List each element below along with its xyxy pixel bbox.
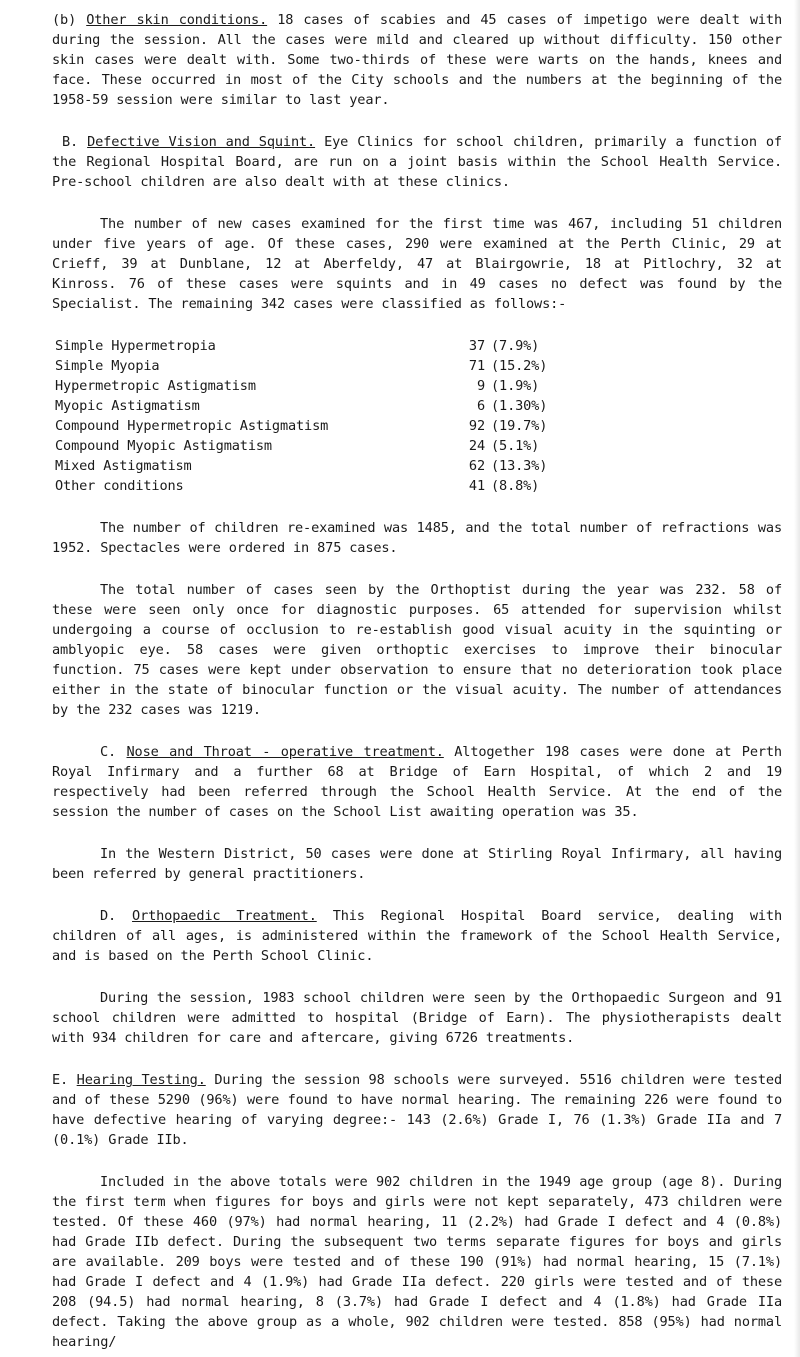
vision-label: B.	[62, 134, 79, 150]
refraction-label: Compound Myopic Astigmatism	[55, 438, 272, 454]
hearing-heading: Hearing Testing.	[76, 1072, 206, 1088]
refraction-label: Hypermetropic Astigmatism	[55, 378, 256, 394]
ortho-heading: Orthopaedic Treatment.	[132, 908, 317, 924]
refraction-percent: (5.1%)	[491, 438, 540, 454]
vision-new-cases-paragraph: The number of new cases examined for the first time was 467, including 51 children under five years of age. Of these cases, 290 were examined at the Perth Clinic, 29 at Crieff, 39 at Dunblane, 12 at Aberfeldy, 47 at Blairgowrie, 18 at Pitlochry, 32 at Kinross. 76 of these cases were squints and in 49 cases no defect was found by the Specialist. The remaining 342 cases were classified as follows:-	[52, 216, 782, 312]
refraction-percent: (7.9%)	[491, 338, 540, 354]
table-row	[55, 436, 611, 456]
refraction-percent: (19.7%)	[491, 418, 548, 434]
hearing-paragraph	[52, 1070, 782, 1150]
ortho-body: This Regional Hospital Board service, dealing with children of all ages, is administered within the framework of the School Health Service, and is based on the Perth School Clinic.	[52, 908, 782, 964]
refraction-count: 37	[468, 338, 485, 354]
table-row	[55, 476, 611, 496]
hearing-label: E.	[52, 1072, 69, 1088]
refraction-count: 71	[468, 358, 485, 374]
hearing-age-group-paragraph: Included in the above totals were 902 children in the 1949 age group (age 8). During the first term when figures for boys and girls were not kept separately, 473 children were tested. Of these 460 (97%) had normal hearing, 11 (2.2%) had Grade I defect and 4 (0.8%) had Grade IIb defect. During the subsequent two terms separate figures for boys and girls are available. 209 boys were tested and of these 190 (91%) had normal hearing, 15 (7.1%) had Grade I defect and 4 (1.9%) had Grade IIa defect. 220 girls were tested and of these 208 (94.5) had normal hearing, 8 (3.7%) had Grade I defect and 4 (1.8%) had Grade IIa defect. Taking the above group as a whole, 902 children were tested. 858 (95%) had normal hearing/	[52, 1174, 782, 1350]
nose-heading: Nose and Throat - operative treatment.	[126, 744, 444, 760]
refraction-label: Mixed Astigmatism	[55, 458, 192, 474]
refraction-percent: (1.30%)	[491, 398, 548, 414]
vision-paragraph	[52, 132, 782, 192]
refraction-label: Simple Myopia	[55, 358, 160, 374]
vision-body: Eye Clinics for school children, primarily a function of the Regional Hospital Board, are run on a joint basis within the School Health Service. Pre-school children are also dealt with at these clinics.	[52, 134, 782, 190]
refraction-count: 24	[468, 438, 485, 454]
refraction-count: 92	[468, 418, 485, 434]
orthopaedic-paragraph	[52, 906, 782, 966]
ortho-label: D.	[100, 908, 117, 924]
skin-heading: Other skin conditions.	[86, 12, 268, 28]
nose-throat-paragraph	[52, 742, 782, 822]
refraction-label: Other conditions	[55, 478, 184, 494]
refraction-label: Simple Hypermetropia	[55, 338, 216, 354]
refraction-count: 9	[476, 378, 485, 394]
skin-body: 18 cases of scabies and 45 cases of impetigo were dealt with during the session. All the cases were mild and cleared up without difficulty. 150 other skin cases were dealt with. Some two-thirds of these were warts on the hands, knees and face. These occurred in most of the City schools and the numbers at the beginning of the 1958-59 session were similar to last year.	[52, 12, 782, 108]
skin-conditions-paragraph	[52, 10, 782, 110]
hearing-body: During the session 98 schools were surveyed. 5516 children were tested and of these 5290 (96%) were found to have normal hearing. The remaining 226 were found to have defective hearing of varying degree:- 143 (2.6%) Grade I, 76 (1.3%) Grade IIa and 7 (0.1%) Grade IIb.	[52, 1072, 783, 1148]
table-row	[55, 456, 611, 476]
refraction-label: Compound Hypermetropic Astigmatism	[55, 418, 329, 434]
refraction-percent: (15.2%)	[491, 358, 548, 374]
orthoptist-paragraph: The total number of cases seen by the Orthoptist during the year was 232. 58 of these were seen only once for diagnostic purposes. 65 attended for supervision whilst undergoing a course of occlusion to re-establish good visual acuity in the squinting or amblyopic eye. 58 cases were given orthoptic exercises to improve their binocular function. 75 cases were kept under observation to ensure that no deterioration took place either in the state of binocular function or the visual acuity. The number of attendances by the 232 cases was 1219.	[52, 582, 782, 718]
refraction-count: 62	[468, 458, 485, 474]
refraction-percent: (1.9%)	[491, 378, 540, 394]
refraction-count: 6	[476, 398, 485, 414]
refraction-percent: (8.8%)	[491, 478, 540, 494]
refraction-count: 41	[468, 478, 485, 494]
vision-heading: Defective Vision and Squint.	[87, 134, 316, 150]
re-examined-paragraph: The number of children re-examined was 1485, and the total number of refractions was 1952. Spectacles were ordered in 875 cases.	[52, 520, 782, 556]
nose-body: Altogether 198 cases were done at Perth Royal Infirmary and a further 68 at Bridge of Earn Hospital, of which 2 and 19 respectively had been referred through the School Health Service. At the end of the session the number of cases on the School List awaiting operation was 35.	[52, 744, 782, 820]
table-row	[55, 376, 611, 396]
table-row	[55, 336, 611, 356]
skin-label: (b)	[52, 12, 77, 28]
refraction-label: Myopic Astigmatism	[55, 398, 200, 414]
nose-label: C.	[100, 744, 117, 760]
western-district-paragraph: In the Western District, 50 cases were done at Stirling Royal Infirmary, all having been referred by general practitioners.	[52, 846, 782, 882]
scan-edge-shadow	[794, 0, 800, 1357]
table-row	[55, 396, 611, 416]
refraction-percent: (13.3%)	[491, 458, 548, 474]
table-row	[55, 416, 611, 436]
orthopaedic-session-paragraph: During the session, 1983 school children were seen by the Orthopaedic Surgeon and 91 school children were admitted to hospital (Bridge of Earn). The physiotherapists dealt with 934 children for care and aftercare, giving 6726 treatments.	[52, 990, 782, 1046]
table-row	[55, 356, 611, 376]
refraction-table	[55, 336, 611, 496]
